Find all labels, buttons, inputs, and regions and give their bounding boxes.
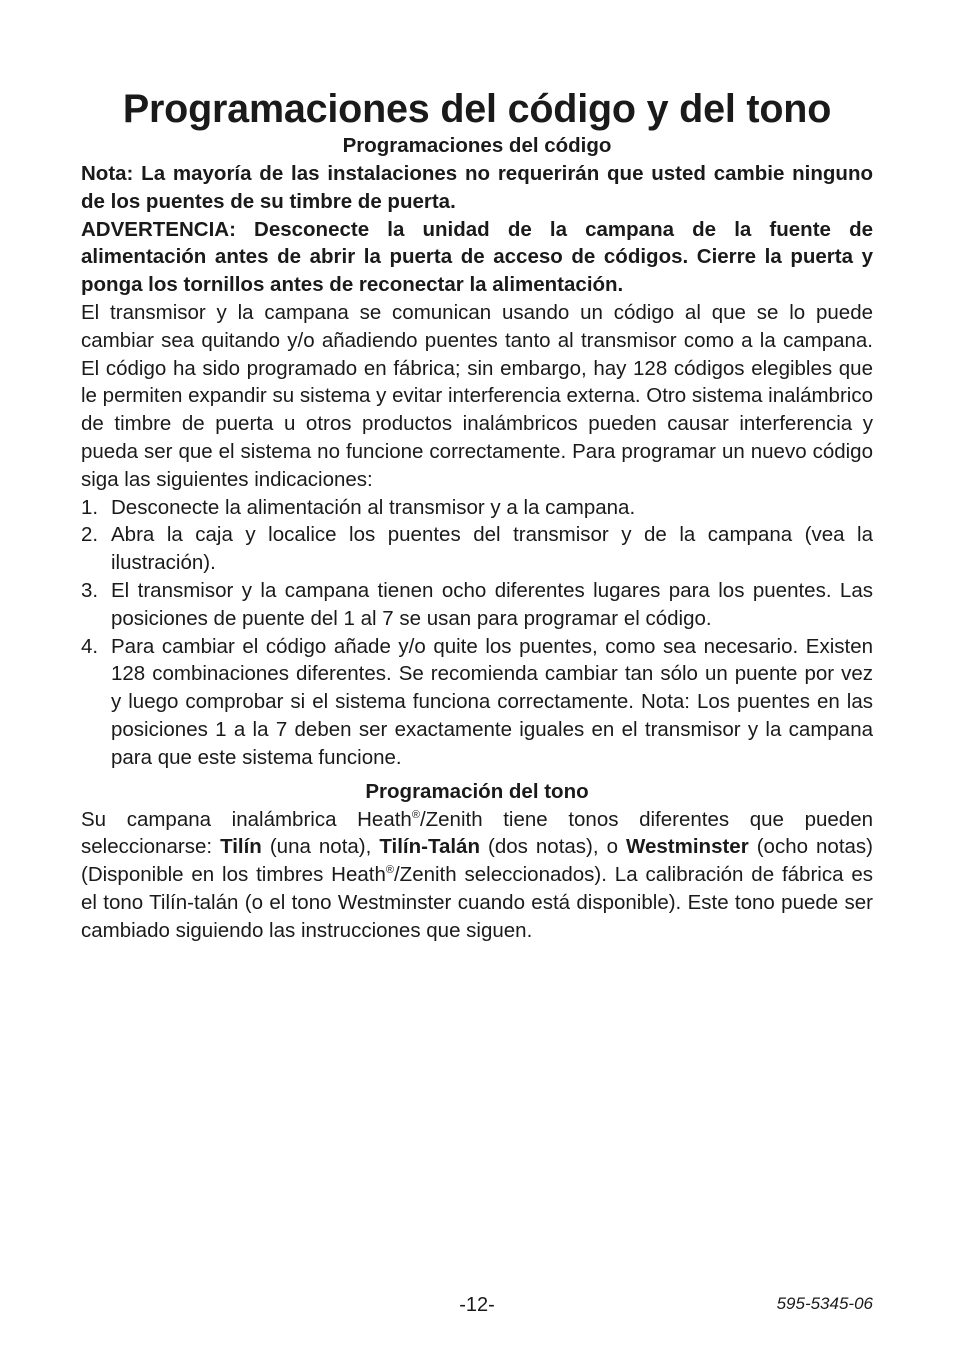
step-number: 4. <box>81 634 99 658</box>
tone-section-heading: Programación del tono <box>365 779 589 803</box>
step-number: 2. <box>81 523 99 547</box>
page-title: Programaciones del código y del tono <box>122 87 832 131</box>
page-number: -12- <box>459 1294 495 1316</box>
step-text: Desconecte la alimentación al transmisor y a la campana. <box>111 495 636 519</box>
list-item <box>81 633 873 772</box>
code-body: El transmisor y la campana se comunican usando un código al que se lo puede cambiar sea quitando y/o añadiendo puentes tanto al transmisor como a la campana. El código ha sido programado en fábrica; sin embargo, hay 128 códigos elegibles que le permiten expandir su sistema y evitar interferencia externa. Otro sistema inalámbrico de timbre de puerta u otros productos inalámbricos pueden causar interferencia y pueda ser que el sistema no funcione correctamente. Para programar un nuevo código siga las siguientes indicaciones: <box>81 300 873 491</box>
step-number: 3. <box>81 578 99 602</box>
step-number: 1. <box>81 495 99 519</box>
tone-option-tilin: Tilín <box>220 835 262 859</box>
registered-mark: ® <box>385 864 394 877</box>
step-text: Para cambiar el código añade y/o quite los puentes, como sea necesario. Existen 128 combinaciones diferentes. Se recomienda cambiar tan sólo un puente por vez y luego comprobar si el sistema funciona correctamente. Nota: Los puentes en las posiciones 1 a la 7 deben ser exactamente iguales en el transmisor y la campana para que este sistema funcione. <box>111 634 873 769</box>
code-warning: ADVERTENCIA: Desconecte la unidad de la campana de la fuente de alimentación antes de abrir la puerta de acceso de códigos. Cierre la puerta y ponga los tornillos antes de reconectar la alimentación. <box>81 217 873 297</box>
step-text: El transmisor y la campana tienen ocho diferentes lugares para los puentes. Las posiciones de puente del 1 al 7 se usan para programar el código. <box>111 578 873 630</box>
tone-body: Su campana inalámbrica Heath®/Zenith tiene tonos diferentes que pueden seleccionarse: Tilín (una nota), Tilín-Talán (dos notas), o Westminster (ocho notas) (Disponible en los timbres Heath®/Zenith seleccionados). La calibración de fábrica es el tono Tilín-talán (o el tono Westminster cuando está disponible). Este tono puede ser cambiado siguiendo las instrucciones que siguen. <box>81 807 873 942</box>
list-item <box>81 577 873 633</box>
code-steps-list <box>81 494 873 772</box>
document-code: 595-5345-06 <box>776 1294 873 1313</box>
step-text: Abra la caja y localice los puentes del transmisor y de la campana (vea la ilustración). <box>111 523 873 575</box>
code-section-heading: Programaciones del código <box>342 134 612 157</box>
tone-option-tilin-talan: Tilín-Talán <box>379 835 480 859</box>
tone-option-westminster: Westminster <box>626 835 749 859</box>
registered-mark: ® <box>411 808 420 821</box>
page-content <box>81 86 873 945</box>
code-note: Nota: La mayoría de las instalaciones no requerirán que usted cambie ninguno de los puentes de su timbre de puerta. <box>81 162 873 213</box>
list-item <box>81 494 873 522</box>
list-item <box>81 521 873 577</box>
